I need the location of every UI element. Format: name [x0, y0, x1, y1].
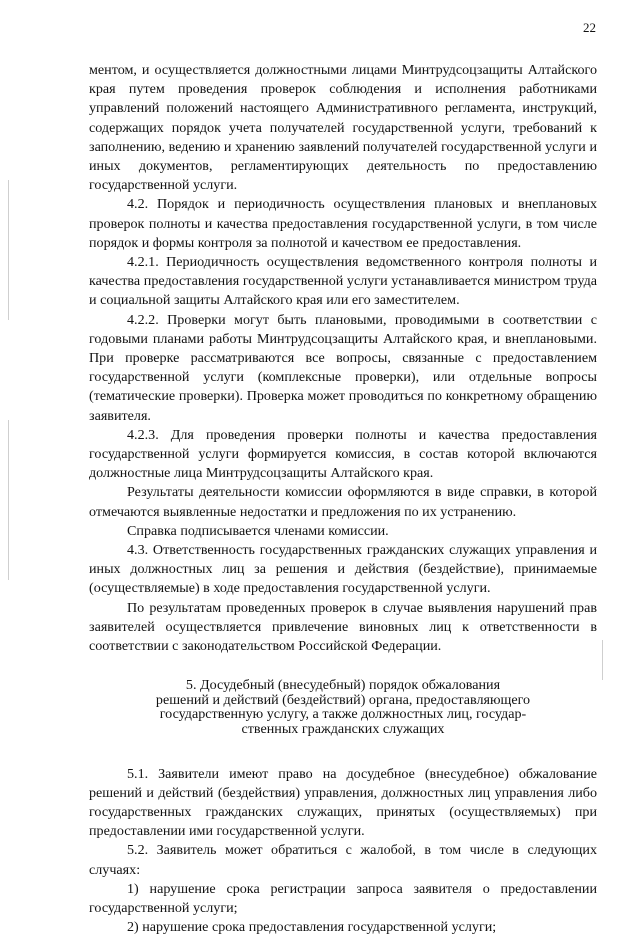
paragraph-4-3: 4.3. Ответственность государственных гражданских служащих управления и иных должностных лиц за решения и действия (бездействие), принимаемые (осуществляемые) в ходе предоставления государственной услуги. — [89, 542, 597, 597]
section-heading-line: решений и действий (бездействий) органа, предоставляющего — [155, 691, 531, 708]
scan-margin-mark — [8, 180, 9, 320]
section-5-heading — [89, 678, 597, 736]
paragraph-5-2: 5.2. Заявитель может обратиться с жалобой, в том числе в следующих случаях: — [89, 842, 597, 878]
paragraph-continuation: ментом, и осуществляется должностными лицами Минтрудсоцзащиты Алтайского края путем проведения проверок соблюдения и исполнения работниками управлений положений настоящего Административного регламента, инструкций, содержащих порядок учета получателей государственной услуги, требований к заполнению, ведению и хранению заявлений получателей государственной услуги и иных документов, регламентирующих деятельность по предоставлению государственной услуги. — [89, 62, 597, 194]
list-item-1: 1) нарушение срока регистрации запроса заявителя о предоставлении государственной услуги; — [89, 880, 597, 917]
list-item-2: 2) нарушение срока предоставления государственной услуги; — [127, 919, 497, 936]
scan-margin-mark — [602, 640, 603, 680]
paragraph-4-2-2: 4.2.2. Проверки могут быть плановыми, проводимыми в соответствии с годовыми планами работы Минтрудсоцзащиты Алтайского края, и внеплановыми. При проверке рассматриваются все вопросы, связанные с предоставлением государственной услуги (комплексные проверки), или отдельные вопросы (тематические проверки). Проверка может проводиться по конкретному обращению заявителя. — [89, 311, 597, 424]
paragraph-report-signed: Справка подписывается членами комиссии. — [127, 522, 389, 539]
section-heading-line: 5. Досудебный (внесудебный) порядок обжалования — [185, 677, 501, 694]
document-body — [89, 61, 597, 938]
paragraph-5-1: 5.1. Заявители имеют право на досудебное (внесудебное) обжалование решений и действий (бездействия) управления, должностных лиц управления либо государственных гражданских служащих, принятых (осуществляемых) при предоставлении ими государственной услуги. — [89, 765, 597, 840]
page-number: 22 — [583, 20, 596, 35]
section-heading-line: ственных гражданских служащих — [241, 721, 445, 738]
scan-margin-mark — [8, 420, 9, 580]
paragraph-liability: По результатам проведенных проверок в случае выявления нарушений прав заявителей осуществляется привлечение виновных лиц к ответственности в соответствии с законодательством Российской Федерации. — [89, 599, 597, 655]
paragraph-4-2-3: 4.2.3. Для проведения проверки полноты и качества предоставления государственной услуги формируется комиссия, в состав которой включаются должностные лица Минтрудсоцзащиты Алтайского края. — [89, 426, 597, 482]
paragraph-4-2: 4.2. Порядок и периодичность осуществления плановых и внеплановых проверок полноты и качества предоставления государственной услуги, в том числе порядок и формы контроля за полнотой и качеством ее предоставления. — [89, 196, 597, 251]
section-heading-line: государственную услугу, а также должностных лиц, государ- — [159, 706, 527, 723]
paragraph-4-2-1: 4.2.1. Периодичность осуществления ведомственного контроля полноты и качества предоставления государственной услуги устанавливается министром труда и социальной защиты Алтайского края или его заместителем. — [89, 254, 597, 309]
paragraph-commission-results: Результаты деятельности комиссии оформляются в виде справки, в которой отмечаются выявленные недостатки и предложения по их устранению. — [89, 484, 597, 520]
